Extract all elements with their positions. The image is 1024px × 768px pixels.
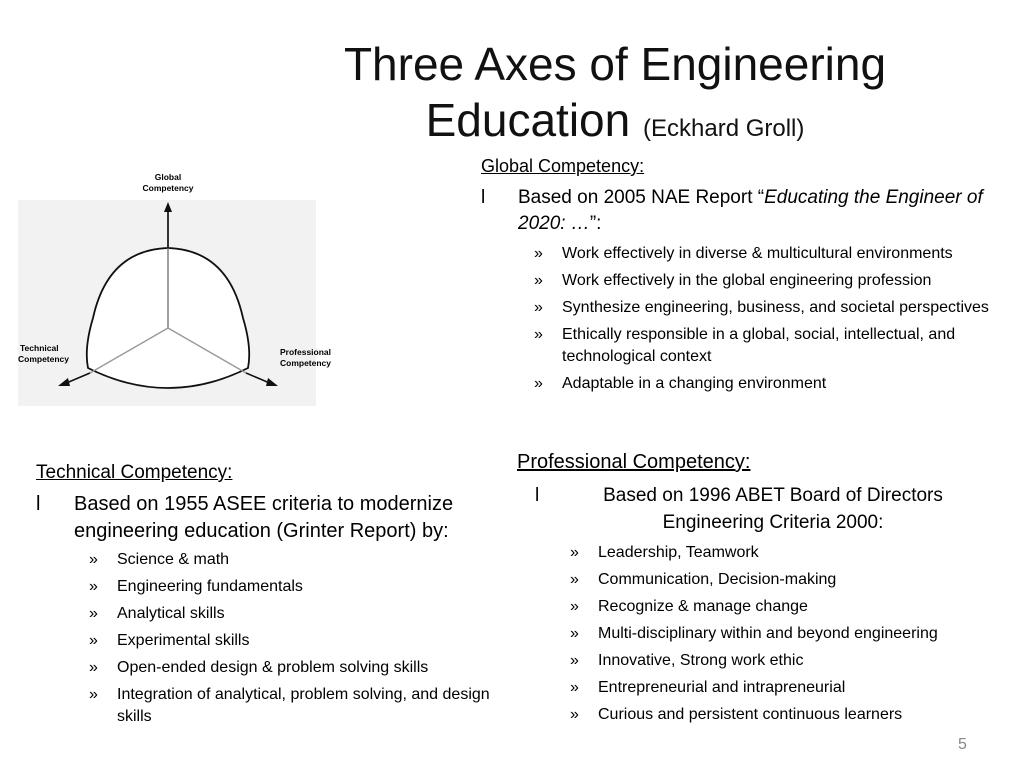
sub-bullet-icon: » — [534, 299, 543, 316]
list-item — [89, 603, 516, 625]
list-item-text: Experimental skills — [117, 632, 250, 649]
list-item — [570, 704, 1007, 726]
list-item-text: Engineering fundamentals — [117, 578, 303, 595]
sub-bullet-icon: » — [570, 679, 579, 696]
bullet-icon: l — [481, 187, 486, 208]
list-item-text: Science & math — [117, 551, 230, 568]
technical-list — [89, 549, 516, 728]
global-intro-title: Educating the Engineer of 2020: … — [518, 187, 983, 234]
slide-title — [300, 36, 930, 157]
sub-bullet-icon: » — [570, 652, 579, 669]
global-intro — [481, 185, 1001, 237]
list-item — [570, 542, 1007, 564]
sub-bullet-icon: » — [534, 245, 543, 262]
label-professional-2: Competency — [280, 358, 332, 368]
list-item-text: Communication, Decision-making — [598, 571, 837, 588]
global-intro-prefix: Based on 2005 NAE Report “ — [518, 187, 765, 208]
list-item — [89, 549, 516, 571]
sub-bullet-icon: » — [570, 571, 579, 588]
list-item — [534, 324, 1001, 368]
list-item-text: Synthesize engineering, business, and societal perspectives — [562, 299, 989, 316]
list-item — [89, 657, 516, 679]
professional-intro-text: Based on 1996 ABET Board of Directors Engineering Criteria 2000: — [603, 485, 943, 533]
list-item — [534, 373, 1001, 395]
slide-title-line1: Three Axes of Engineering — [343, 38, 887, 90]
list-item-text: Open-ended design & problem solving skills — [117, 659, 429, 676]
list-item — [570, 569, 1007, 591]
global-heading: Global Competency: — [481, 156, 645, 176]
professional-list — [570, 542, 1007, 726]
list-item-text: Curious and persistent continuous learners — [598, 706, 903, 723]
professional-heading: Professional Competency: — [517, 451, 751, 473]
sub-bullet-icon: » — [570, 544, 579, 561]
list-item — [89, 576, 516, 598]
global-intro-suffix: ”: — [589, 213, 602, 234]
technical-heading: Technical Competency: — [36, 462, 233, 483]
list-item — [534, 270, 1001, 292]
label-global-1: Global — [154, 172, 182, 182]
technical-competency-section — [36, 461, 516, 733]
professional-competency-section — [517, 450, 1007, 731]
sub-bullet-icon: » — [89, 659, 98, 676]
list-item — [534, 297, 1001, 319]
three-axes-diagram-svg — [18, 168, 332, 408]
sub-bullet-icon: » — [89, 578, 98, 595]
list-item-text: Integration of analytical, problem solving, and design skills — [117, 686, 490, 725]
sub-bullet-icon: » — [89, 632, 98, 649]
label-technical-2: Competency — [18, 354, 70, 364]
list-item-text: Innovative, Strong work ethic — [598, 652, 804, 669]
list-item — [570, 677, 1007, 699]
list-item — [570, 596, 1007, 618]
technical-intro — [36, 491, 516, 545]
global-competency-section — [481, 155, 1001, 400]
list-item-text: Analytical skills — [117, 605, 225, 622]
sub-bullet-icon: » — [534, 326, 543, 343]
list-item-text: Leadership, Teamwork — [598, 544, 759, 561]
list-item-text: Ethically responsible in a global, social, intellectual, and technological context — [562, 326, 956, 365]
list-item — [570, 623, 1007, 645]
list-item-text: Multi-disciplinary within and beyond engineering — [598, 625, 938, 642]
global-intro-text — [518, 185, 1001, 237]
sub-bullet-icon: » — [89, 551, 98, 568]
sub-bullet-icon: » — [89, 686, 98, 703]
label-technical-1: Technical — [20, 343, 59, 353]
label-professional-1: Professional — [280, 347, 332, 357]
list-item-text: Entrepreneurial and intrapreneurial — [598, 679, 846, 696]
slide-title-line2-wrap — [300, 92, 930, 157]
sub-bullet-icon: » — [570, 706, 579, 723]
three-axes-diagram — [18, 168, 332, 408]
label-global-2: Competency — [142, 183, 194, 193]
global-list — [534, 243, 1001, 395]
slide-title-line2: Education — [425, 94, 631, 146]
list-item-text: Recognize & manage change — [598, 598, 808, 615]
technical-intro-text: Based on 1955 ASEE criteria to modernize engineering education (Grinter Report) by: — [74, 493, 454, 542]
list-item — [89, 684, 516, 728]
list-item — [534, 243, 1001, 265]
bullet-icon: l — [535, 485, 540, 506]
slide-title-author: (Eckhard Groll) — [643, 115, 805, 142]
list-item-text: Work effectively in the global engineering profession — [562, 272, 932, 289]
professional-intro — [517, 482, 1007, 536]
sub-bullet-icon: » — [534, 375, 543, 392]
sub-bullet-icon: » — [570, 598, 579, 615]
list-item — [570, 650, 1007, 672]
list-item — [89, 630, 516, 652]
list-item-text: Work effectively in diverse & multicultural environments — [562, 245, 953, 262]
sub-bullet-icon: » — [570, 625, 579, 642]
bullet-icon: l — [36, 493, 41, 515]
sub-bullet-icon: » — [89, 605, 98, 622]
list-item-text: Adaptable in a changing environment — [562, 375, 827, 392]
sub-bullet-icon: » — [534, 272, 543, 289]
page-number: 5 — [958, 736, 967, 753]
